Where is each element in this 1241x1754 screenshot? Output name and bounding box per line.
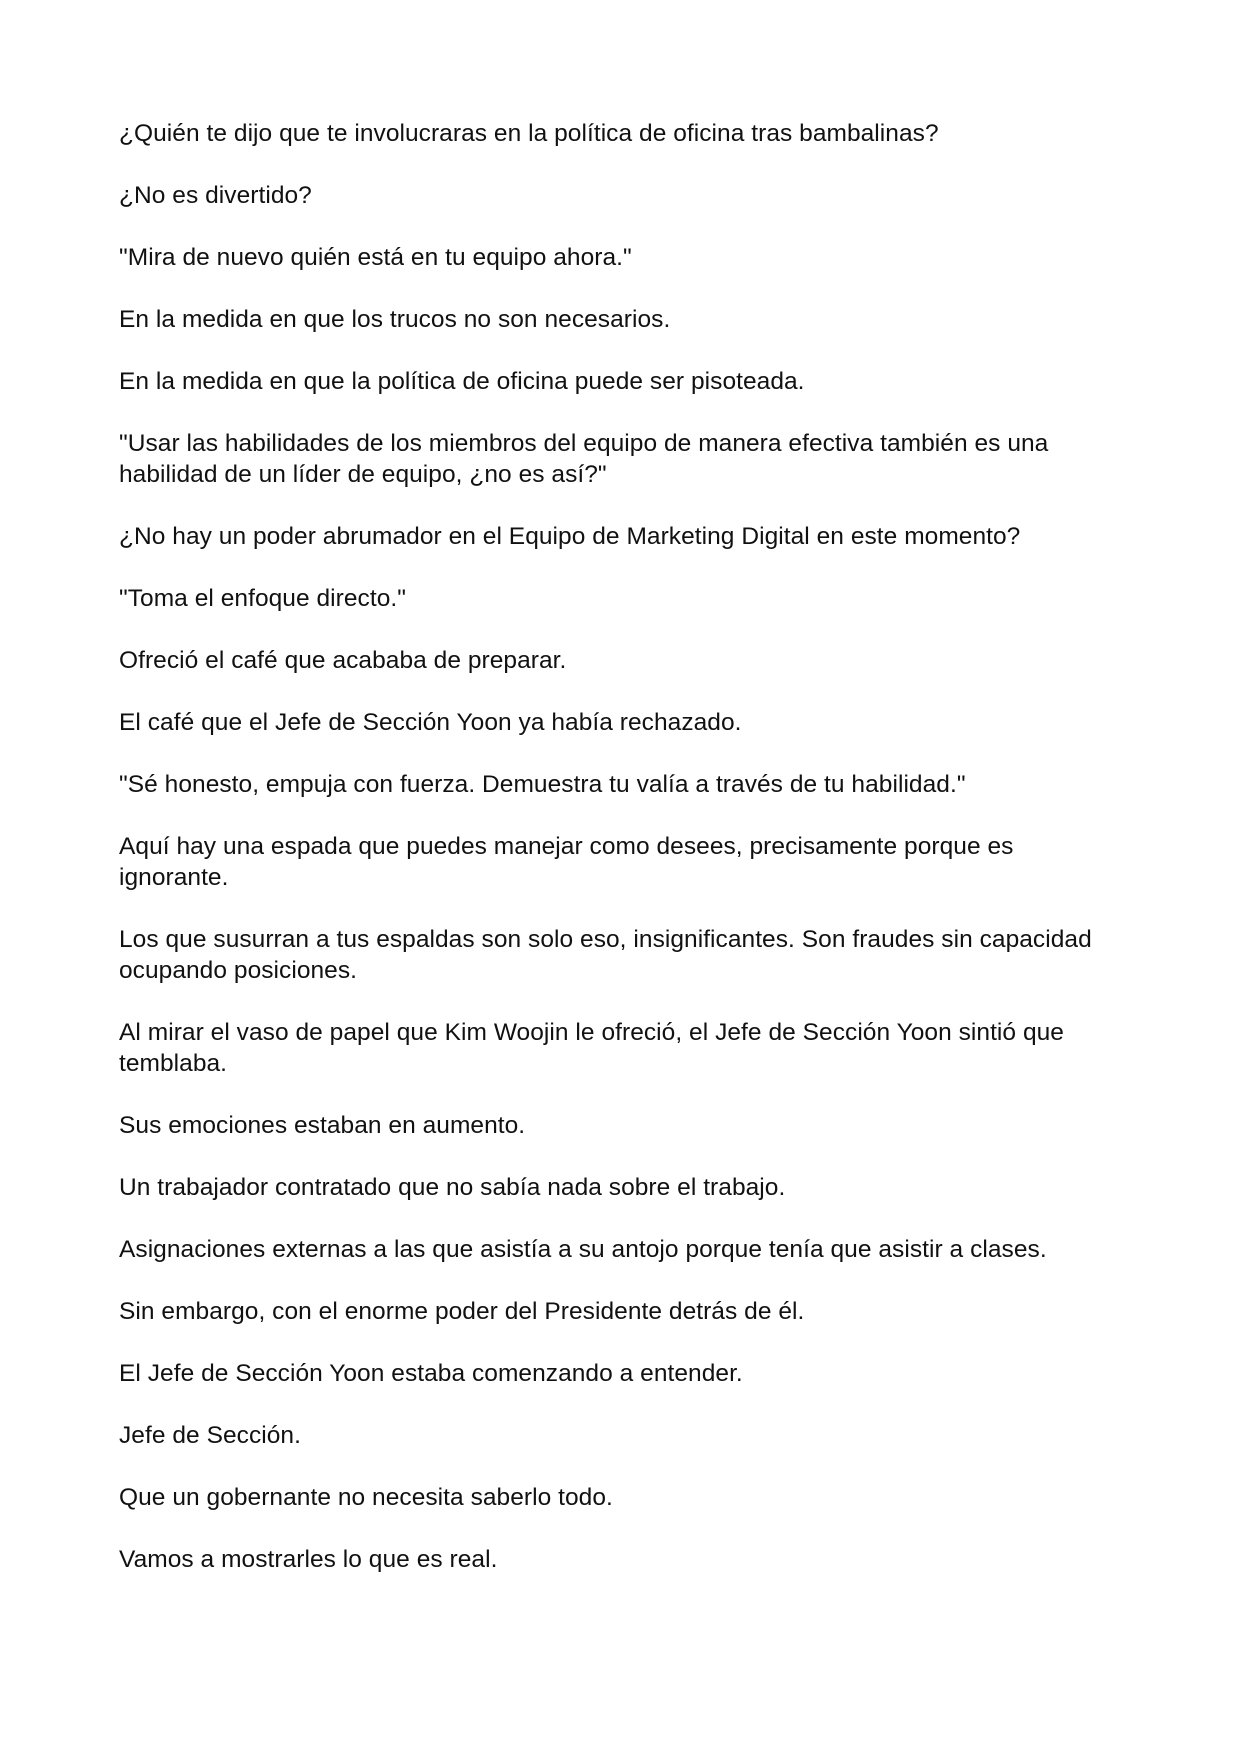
document-body bbox=[119, 118, 1129, 1606]
paragraph: Un trabajador contratado que no sabía nada sobre el trabajo. bbox=[119, 1174, 786, 1201]
paragraph: "Usar las habilidades de los miembros del equipo de manera efectiva también es una habilidad de un líder de equipo, ¿no es así?" bbox=[119, 430, 1049, 488]
paragraph: Los que susurran a tus espaldas son solo eso, insignificantes. Son fraudes sin capacidad ocupando posiciones. bbox=[119, 926, 1092, 984]
paragraph: "Sé honesto, empuja con fuerza. Demuestra tu valía a través de tu habilidad." bbox=[119, 771, 966, 798]
paragraph: Ofreció el café que acababa de preparar. bbox=[119, 647, 567, 674]
paragraph: Jefe de Sección. bbox=[119, 1422, 301, 1449]
paragraph: Sus emociones estaban en aumento. bbox=[119, 1112, 526, 1139]
paragraph: ¿No es divertido? bbox=[119, 182, 312, 209]
paragraph: ¿Quién te dijo que te involucraras en la política de oficina tras bambalinas? bbox=[119, 120, 939, 147]
paragraph: El café que el Jefe de Sección Yoon ya había rechazado. bbox=[119, 709, 742, 736]
paragraph: Aquí hay una espada que puedes manejar como desees, precisamente porque es ignorante. bbox=[119, 833, 1014, 891]
paragraph: En la medida en que los trucos no son necesarios. bbox=[119, 306, 671, 333]
paragraph: El Jefe de Sección Yoon estaba comenzando a entender. bbox=[119, 1360, 743, 1387]
paragraph: Que un gobernante no necesita saberlo todo. bbox=[119, 1484, 613, 1511]
paragraph: "Toma el enfoque directo." bbox=[119, 585, 406, 612]
paragraph: En la medida en que la política de oficina puede ser pisoteada. bbox=[119, 368, 805, 395]
paragraph: Al mirar el vaso de papel que Kim Woojin le ofreció, el Jefe de Sección Yoon sintió que temblaba. bbox=[119, 1019, 1064, 1077]
paragraph: Asignaciones externas a las que asistía a su antojo porque tenía que asistir a clases. bbox=[119, 1236, 1047, 1263]
paragraph: "Mira de nuevo quién está en tu equipo ahora." bbox=[119, 244, 632, 271]
paragraph: Vamos a mostrarles lo que es real. bbox=[119, 1546, 498, 1573]
paragraph: ¿No hay un poder abrumador en el Equipo de Marketing Digital en este momento? bbox=[119, 523, 1021, 550]
paragraph: Sin embargo, con el enorme poder del Presidente detrás de él. bbox=[119, 1298, 805, 1325]
